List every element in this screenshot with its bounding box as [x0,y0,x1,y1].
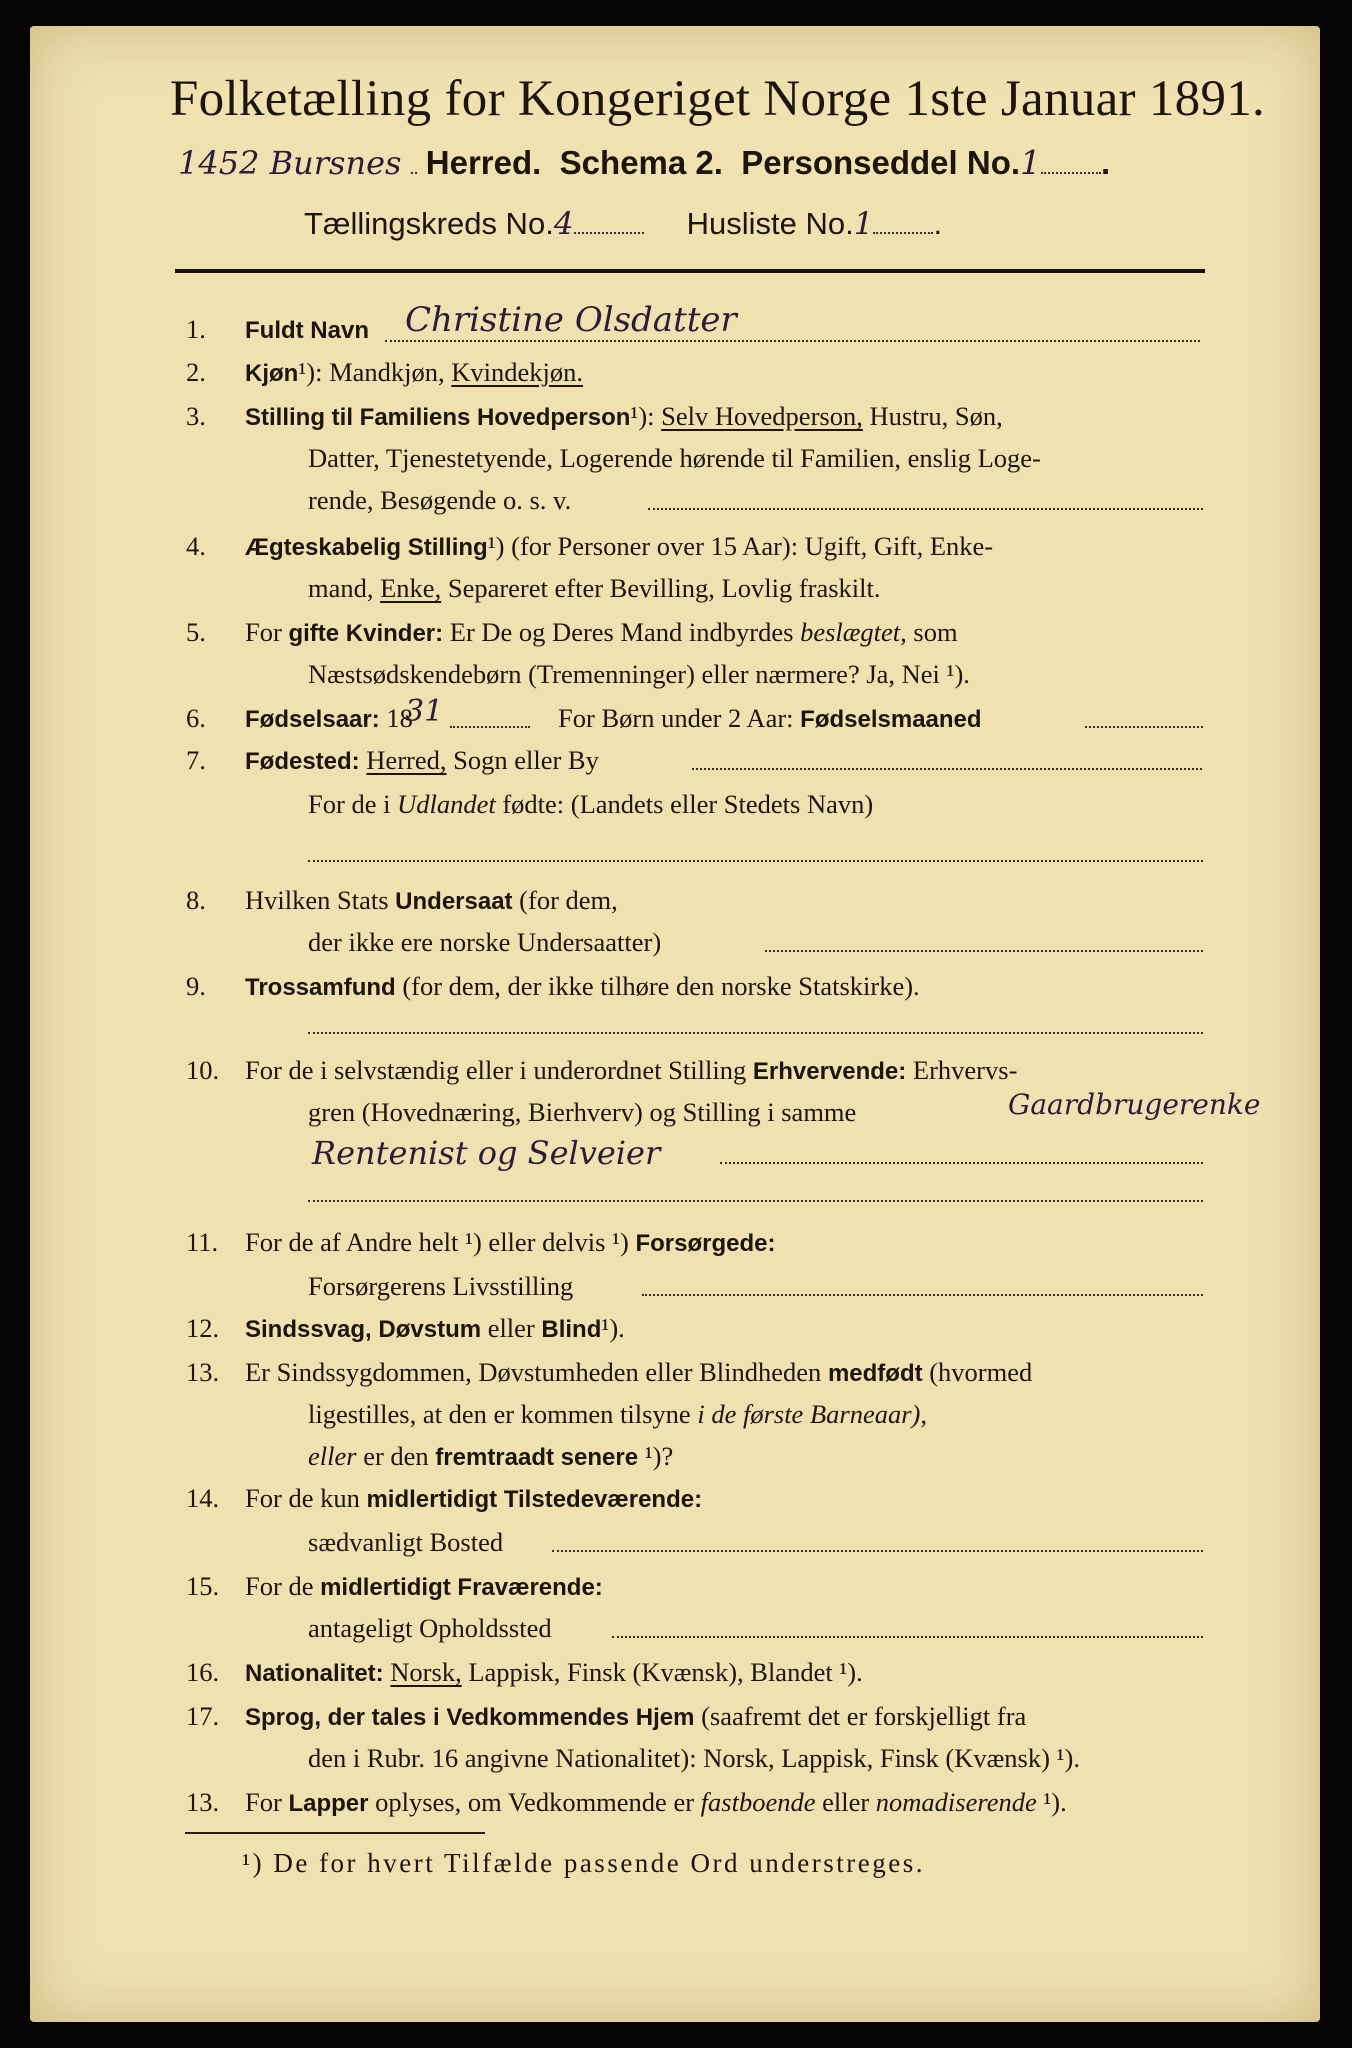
selected-option: Norsk, [390,1657,462,1687]
item-text: Lappisk, Finsk (Kvænsk), Blandet ¹). [461,1657,863,1687]
item-text: (for dem, [512,885,618,915]
item-text: For de i selvstændig eller i underordnet Stilling [245,1055,753,1085]
item-number: 13. [186,1787,220,1817]
fill-line [1085,726,1203,728]
fill-line [612,1636,1203,1638]
footnote: ¹) De for hvert Tilfælde passende Ord understreges. [242,1848,925,1878]
item-label: Nationalitet: [245,1660,384,1687]
item-5-line-2: Næstsødskendebørn (Tremenninger) eller nærmere? Ja, Nei ¹). [308,659,970,689]
selected-option: Selv Hovedperson, [661,401,863,431]
header-divider [175,269,1205,273]
item-number: 16. [186,1657,220,1687]
item-text-italic: nomadiserende [875,1787,1037,1817]
item-text: Er Sindssygdommen, Døvstumheden eller Blindheden [245,1357,828,1387]
item-text: Er De og Deres Mand indbyrdes [443,617,801,647]
occupation-answer-2: Rentenist og Selveier [312,1134,661,1172]
item-text: (hvormed [922,1357,1033,1387]
fill-line [450,726,530,728]
item-4-line-2 [308,572,881,604]
item-text: Hustru, Søn, [862,401,1003,431]
schema-label: Schema 2. [559,144,723,181]
item-17-line-2: den i Rubr. 16 angivne Nationalitet): Norsk, Lappisk, Finsk (Kvænsk) ¹). [308,1743,1080,1773]
fill-line [692,768,1202,770]
item-text: For [245,1787,289,1817]
fill-line [552,1550,1203,1552]
item-10-line-2: gren (Hovednæring, Bierhverv) og Stilling i samme [308,1097,857,1127]
item-3-line-3: rende, Besøgende o. s. v. [308,485,572,515]
item-15-line-2: antageligt Opholdssted [308,1613,552,1643]
herred-label: Herred. [425,144,542,181]
item-text: (for dem, der ikke tilhøre den norske Statskirke). [395,971,920,1001]
item-text: Erhvervs- [906,1055,1018,1085]
selected-option: Herred, [366,745,447,775]
item-text: For [245,617,289,647]
item-label: Forsørgede: [635,1230,776,1257]
item-label: Sindssvag, Døvstum [245,1316,482,1343]
selected-option: Kvindekjøn. [451,357,584,387]
item-label: Erhvervende: [752,1058,907,1085]
fill-line [642,1294,1203,1296]
item-number: 7. [186,745,206,775]
fill-line [765,950,1203,952]
item-text: For de [245,1571,321,1601]
item-number: 12. [186,1313,220,1343]
item-text-italic: beslægtet, [800,617,907,647]
item-14-line-2: sædvanligt Bosted [308,1527,504,1557]
item-text: ¹): [630,401,662,431]
item-label: midlertidigt Fraværende: [320,1574,603,1601]
item-label: Fødested: [245,748,360,775]
item-number: 3. [186,401,206,431]
item-text: For de i [308,789,398,819]
item-text: For de kun [245,1483,367,1513]
item-text: Sogn eller By [446,745,599,775]
name-answer: Christine Olsdatter [405,300,737,340]
fill-line [648,508,1203,510]
kreds-number: 4 [553,206,574,242]
item-3-line-2: Datter, Tjenestetyende, Logerende hørende til Familien, enslig Loge- [308,443,1041,473]
item-text: eller [815,1787,876,1817]
item-text: oplyses, om Vedkommende er [368,1787,701,1817]
header-line-3: Tællingskreds No.4 Husliste No.1 . [304,206,943,242]
personseddel-number: 1 [1020,143,1042,182]
item-text: ¹). [1036,1787,1067,1817]
item-text: ¹): Mandkjøn, [298,357,452,387]
header-line-2: 1452 Bursnes Herred. Schema 2. Personseddel No.1 . [178,143,1111,182]
item-number: 10. [186,1055,220,1085]
item-text: fødte: (Landets eller Stedets Navn) [495,789,874,819]
item-text: For Børn under 2 Aar: [558,703,801,733]
name-fill-line [385,340,1200,342]
personseddel-label: Personseddel No. [741,144,1021,181]
item-text: ligestilles, at den er kommen tilsyne [308,1399,698,1429]
form-title: Folketælling for Kongeriget Norge 1ste Januar 1891. [170,71,1266,127]
item-label: medfødt [827,1360,923,1387]
item-text: er den [356,1441,436,1471]
husliste-label: Husliste No. [686,206,854,241]
item-number: 4. [186,531,206,561]
fill-line [308,1200,1203,1202]
item-number: 17. [186,1701,220,1731]
item-label: Fødselsaar: [245,706,380,733]
item-number: 14. [186,1483,220,1513]
item-number: 9. [186,971,206,1001]
item-13-line-3 [308,1440,673,1474]
item-label: Kjøn [245,360,299,387]
item-6-part-2 [558,702,982,736]
item-label: Ægteskabelig Stilling [245,534,488,561]
item-text: ¹). [601,1313,625,1343]
item-text: som [906,617,958,647]
item-number: 8. [186,885,206,915]
occupation-answer-1: Gaardbrugerenke [1008,1088,1261,1121]
item-text: 18 [379,703,413,733]
item-number: 15. [186,1571,220,1601]
item-label: midlertidigt Tilstedeværende: [366,1486,703,1513]
footnote-divider [185,1832,485,1834]
item-label: Fødselsmaaned [800,706,982,733]
item-7-line-2 [308,788,873,820]
item-label: Undersaat [395,888,513,915]
item-label: Fuldt Navn [245,317,369,344]
item-text: Separeret efter Bevilling, Lovlig fraskilt. [441,573,881,603]
item-text-italic: i de første Barneaar), [697,1399,927,1429]
item-text-italic: eller [308,1441,357,1471]
item-number: 6. [186,703,206,733]
item-8-line-2: der ikke ere norske Undersaatter) [308,927,662,957]
item-label: Sprog, der tales i Vedkommendes Hjem [245,1704,695,1731]
item-number: 13. [186,1357,220,1387]
item-label: fremtraadt senere [435,1444,639,1471]
item-text: ¹) (for Personer over 15 Aar): Ugift, Gift, Enke- [487,531,994,561]
item-number: 5. [186,617,206,647]
item-text: eller [481,1313,542,1343]
item-label: Lapper [288,1790,369,1817]
item-label: Stilling til Familiens Hovedperson [245,404,631,431]
item-text: For de af Andre helt ¹) eller delvis ¹) [245,1227,636,1257]
item-label: Blind [541,1316,602,1343]
item-number: 1. [186,314,206,344]
fill-line [720,1162,1203,1164]
item-number: 11. [186,1227,219,1257]
husliste-number: 1 [853,206,874,242]
item-text-italic: fastboende [700,1787,816,1817]
item-11-line-2: Forsørgerens Livsstilling [308,1271,574,1301]
item-label: Trossamfund [245,974,396,1001]
item-text: (saafremt det er forskjelligt fra [694,1701,1027,1731]
fill-line [308,1032,1203,1034]
item-number: 2. [186,357,206,387]
item-text: Hvilken Stats [245,885,396,915]
selected-option: Enke, [380,573,442,603]
item-13-line-2 [308,1398,927,1430]
item-text: mand, [308,573,381,603]
kreds-label: Tællingskreds No. [304,206,554,241]
birth-year-answer: 31 [405,694,444,729]
fill-line [308,860,1203,862]
item-label: gifte Kvinder: [288,620,444,647]
item-text-italic: Udlandet [397,789,496,819]
municipality-handwritten: 1452 Bursnes [178,144,402,182]
item-text: ¹)? [638,1441,674,1471]
